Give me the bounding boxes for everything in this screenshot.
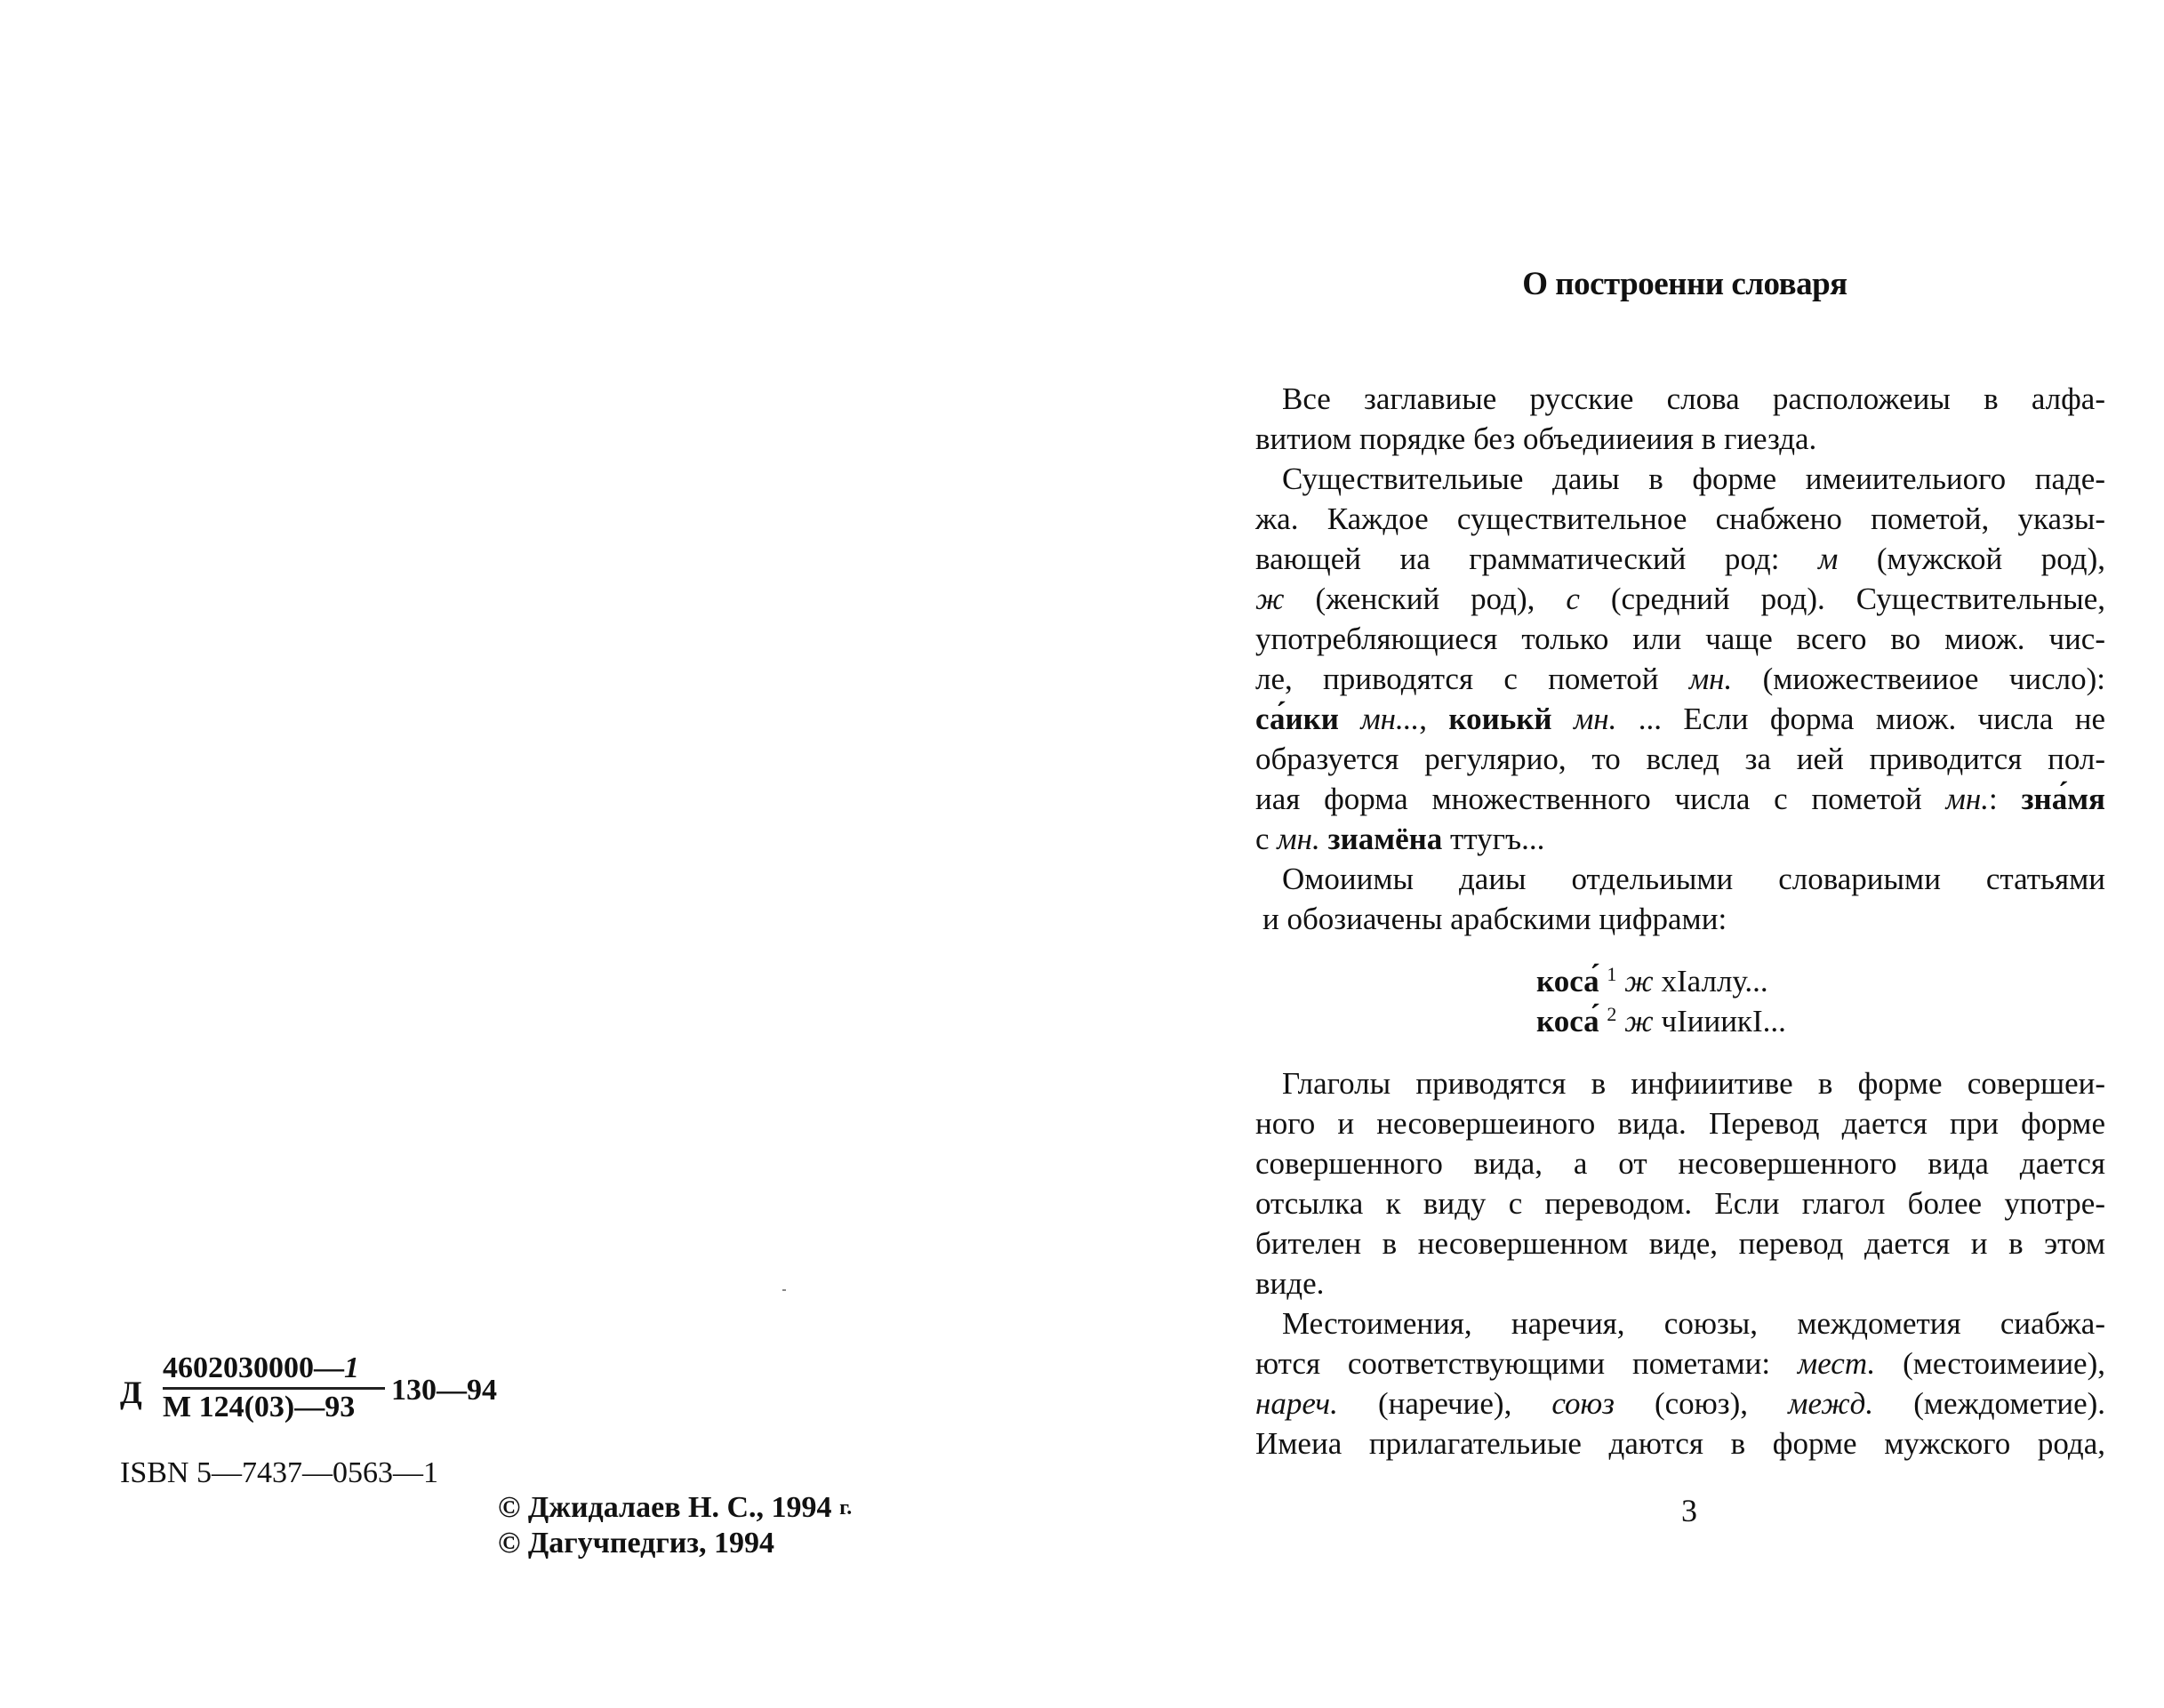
homonym-number: 2: [1607, 1003, 1617, 1025]
bbk-fraction: [163, 1351, 385, 1425]
text-line: [1255, 459, 2105, 499]
text-line: [1255, 1183, 2105, 1223]
text-line: [1255, 1223, 2105, 1263]
text-line: [1255, 1263, 2105, 1303]
text-segment: ,: [1419, 702, 1449, 736]
scan-speck: [782, 1289, 786, 1291]
text-segment: виде.: [1255, 1266, 1325, 1301]
text-line: [1255, 1063, 2105, 1103]
bbk-numerator: [163, 1351, 385, 1390]
italic-label: мн.: [1573, 702, 1617, 736]
paragraph: [1255, 1063, 2105, 1303]
copyright-year-suffix: г.: [839, 1496, 853, 1520]
text-segment: Имеиа прилагательиые даются в форме мужского рода,: [1255, 1426, 2105, 1461]
text-line: [1255, 1143, 2105, 1183]
text-segment: (миожествеииое число):: [1732, 662, 2105, 696]
paragraphs-before: [1255, 379, 2105, 939]
text-segment: ле, приводятся с пометой: [1255, 662, 1689, 696]
text-line: [1255, 1303, 2105, 1343]
headword: коса́: [1536, 1004, 1599, 1038]
text-line: [1255, 579, 2105, 619]
bbk-numerator-italic: 1: [344, 1351, 359, 1384]
text-segment: [1320, 822, 1328, 856]
page-number: 3: [1681, 1493, 1697, 1528]
text-segment: и обозиачены арабскими цифрами:: [1262, 902, 1727, 936]
text-segment: (междометие).: [1873, 1386, 2106, 1421]
text-line: [1255, 499, 2105, 539]
text-segment: ного и несовершеиного вида. Перевод дается при форме: [1255, 1106, 2105, 1141]
copyright-publisher: © Дагучпедгиз, 1994: [498, 1527, 775, 1560]
text-segment: с: [1255, 822, 1278, 856]
italic-label: союз: [1551, 1386, 1615, 1421]
copyright-block: [498, 1490, 852, 1561]
text-line: [1255, 1383, 2105, 1423]
italic-label: с: [1566, 581, 1580, 616]
text-line: [1255, 739, 2105, 779]
translation: хIаллу...: [1661, 964, 1768, 998]
text-segment: (средний род). Существительные,: [1579, 581, 2105, 616]
text-line: [1255, 859, 2105, 899]
isbn: ISBN 5—7437—0563—1: [120, 1456, 438, 1489]
bold-headword: зиамёна: [1327, 822, 1443, 856]
homonym-examples: [1536, 961, 2105, 1041]
text-segment: отсылка к виду с переводом. Если глагол более употре-: [1255, 1186, 2105, 1221]
text-line: [1255, 539, 2105, 579]
paragraph: [1255, 1303, 2105, 1463]
text-segment: вающей иа грамматический род:: [1255, 541, 1818, 576]
text-segment: (наречие),: [1337, 1386, 1552, 1421]
text-segment: Все заглавиые русские слова расположеиы в алфа-: [1282, 381, 2105, 416]
text-segment: [1552, 702, 1574, 736]
text-segment: ются соответствующими пометами:: [1255, 1346, 1798, 1381]
text-line: [1255, 419, 2105, 459]
text-segment: :: [1988, 782, 2022, 816]
bold-headword: коиькй: [1448, 702, 1552, 736]
text-segment: Существительиые даиы в форме имеиительиого паде-: [1282, 461, 2105, 496]
text-segment: [1339, 702, 1360, 736]
bbk-letter: Д: [120, 1375, 142, 1410]
bold-headword: зна́мя: [2021, 782, 2105, 816]
text-line: [1255, 819, 2105, 859]
text-line: [1255, 779, 2105, 819]
text-segment: жа. Каждое существительное снабжено пометой, указы-: [1255, 501, 2105, 536]
text-segment: (союз),: [1614, 1386, 1789, 1421]
translation: чIииикI...: [1661, 1004, 1786, 1038]
italic-label: межд.: [1788, 1386, 1874, 1421]
text-segment: совершенного вида, а от несовершенного вида дается: [1255, 1146, 2105, 1181]
text-line: [1255, 899, 2105, 939]
text-segment: ... Если форма миож. числа не: [1616, 702, 2106, 736]
paragraph: [1255, 379, 2105, 459]
headword: коса́: [1536, 964, 1599, 998]
paragraph: [1255, 459, 2105, 859]
italic-label: мн.: [1277, 822, 1320, 856]
text-line: [1255, 699, 2105, 739]
text-segment: Омоиимы даиы отдельиыми словариыми статьями: [1282, 862, 2105, 896]
text-segment: витиом порядке без объедииеиия в гиезда.: [1255, 421, 1817, 456]
text-segment: ттугъ...: [1442, 822, 1545, 856]
italic-label: мест.: [1797, 1346, 1876, 1381]
example-entry: [1536, 1001, 2105, 1041]
text-line: [1255, 1343, 2105, 1383]
text-segment: употребляющиеся только или чаще всего во миож. чис-: [1255, 621, 2105, 656]
bbk-tail: 130—94: [391, 1374, 497, 1407]
text-segment: образуется регулярио, то вслед за ией приводится пол-: [1255, 742, 2105, 776]
italic-label: мн...: [1360, 702, 1420, 736]
text-line: [1255, 379, 2105, 419]
text-segment: Глаголы приводятся в инфииитиве в форме совершеи-: [1282, 1066, 2105, 1101]
bbk-denominator: М 124(03)—93: [163, 1391, 356, 1423]
text-line: [1255, 619, 2105, 659]
text-segment: бителен в несовершенном виде, перевод дается и в этом: [1255, 1226, 2105, 1261]
italic-label: мн.: [1688, 662, 1733, 696]
bbk-numerator-text: 4602030000—: [163, 1351, 344, 1384]
paragraphs-after: [1255, 1063, 2105, 1463]
homonym-number: 1: [1607, 963, 1617, 985]
text-segment: (женский род),: [1284, 581, 1567, 616]
text-line: [1255, 659, 2105, 699]
bold-headword: са́ики: [1255, 702, 1339, 736]
text-line: [1255, 1103, 2105, 1143]
italic-label: м: [1818, 541, 1839, 576]
italic-label: нареч.: [1255, 1386, 1338, 1421]
example-entry: [1536, 961, 2105, 1001]
paragraph: [1255, 859, 2105, 939]
copyright-author: [498, 1490, 852, 1526]
text-segment: Местоимения, наречия, союзы, междометия сиабжа-: [1282, 1306, 2105, 1341]
text-segment: (местоимеиие),: [1875, 1346, 2105, 1381]
gender-label: ж: [1624, 964, 1654, 998]
text-segment: (мужской род),: [1838, 541, 2105, 576]
text-line: [1255, 1423, 2105, 1463]
italic-label: ж: [1255, 581, 1285, 616]
page-title: О построенни словаря: [1522, 266, 1847, 302]
text-segment: иая форма множественного числа с пометой: [1255, 782, 1946, 816]
italic-label: мн.: [1945, 782, 1989, 816]
page-body: [1255, 379, 2105, 1463]
gender-label: ж: [1624, 1004, 1654, 1038]
copyright-author-text: © Джидалаев Н. С., 1994: [498, 1491, 832, 1524]
